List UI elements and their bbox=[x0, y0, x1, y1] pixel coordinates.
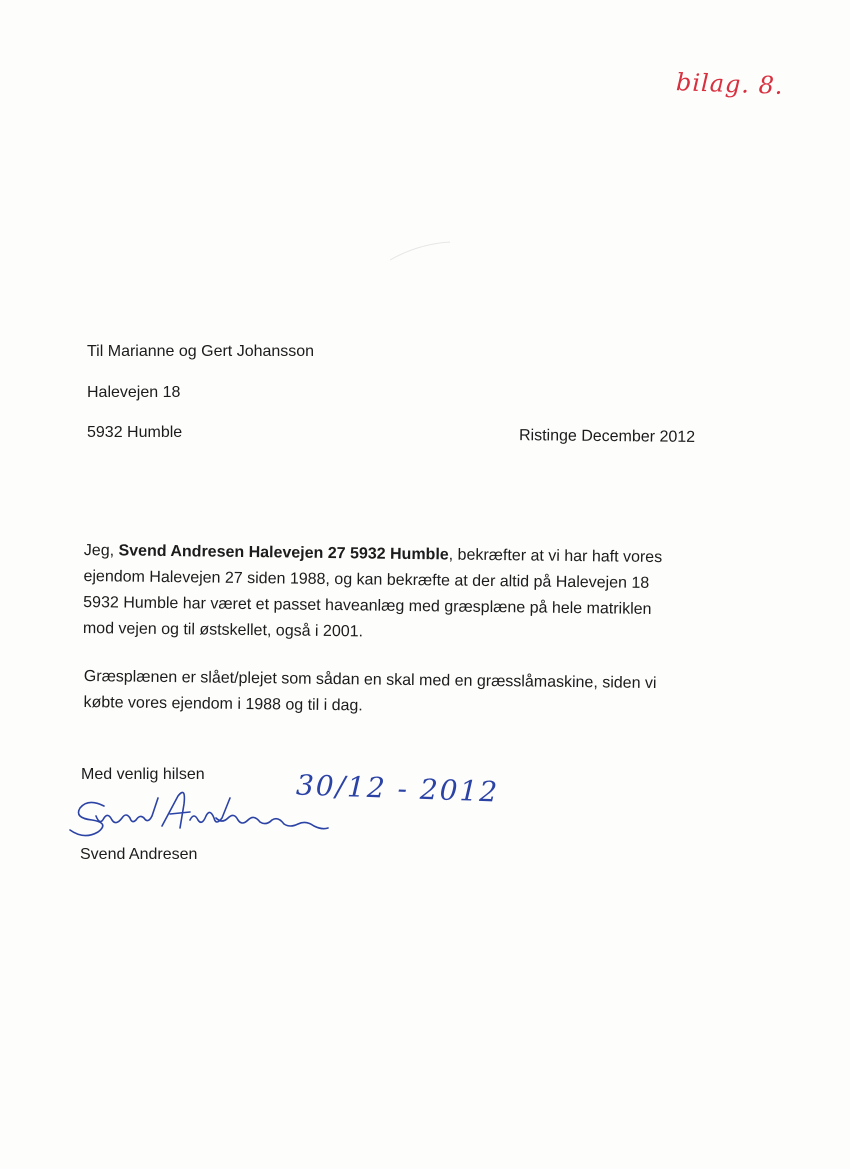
recipient-city: 5932 Humble bbox=[87, 424, 183, 441]
paragraph-1-line-1-rest: , bekræfter at vi har haft vores bbox=[448, 546, 663, 567]
closing-greeting: Med venlig hilsen bbox=[81, 766, 205, 783]
paragraph-1-prefix: Jeg, bbox=[83, 541, 119, 560]
handwritten-date: 30/12 - 2012 bbox=[295, 768, 500, 809]
body-paragraph-2 bbox=[83, 664, 704, 724]
letter-date-place: Ristinge December 2012 bbox=[518, 427, 696, 446]
paper-crease-mark bbox=[388, 240, 452, 262]
handwritten-annex-label: bilag. 8. bbox=[675, 68, 785, 100]
recipient-name: Til Marianne og Gert Johansson bbox=[87, 343, 315, 360]
body-paragraph-1 bbox=[83, 538, 704, 650]
paragraph-2-line-1: Græsplænen er slået/plejet som sådan en skal med en græsslåmaskine, siden vi bbox=[83, 667, 657, 692]
paragraph-2-line-2: købte vores ejendom i 1988 og til i dag. bbox=[83, 693, 363, 715]
declarant-name-address: Svend Andresen Halevejen 27 5932 Humble bbox=[118, 542, 449, 564]
recipient-street: Halevejen 18 bbox=[87, 384, 181, 401]
paragraph-1-line-2: ejendom Halevejen 27 siden 1988, og kan bekræfte at der altid på Halevejen 18 bbox=[83, 567, 650, 592]
paragraph-1-line-3: 5932 Humble har været et passet haveanlæg med græsplæne på hele matriklen bbox=[83, 593, 652, 618]
signer-name: Svend Andresen bbox=[80, 846, 198, 863]
paragraph-1-line-4: mod vejen og til østskellet, også i 2001. bbox=[82, 619, 364, 641]
